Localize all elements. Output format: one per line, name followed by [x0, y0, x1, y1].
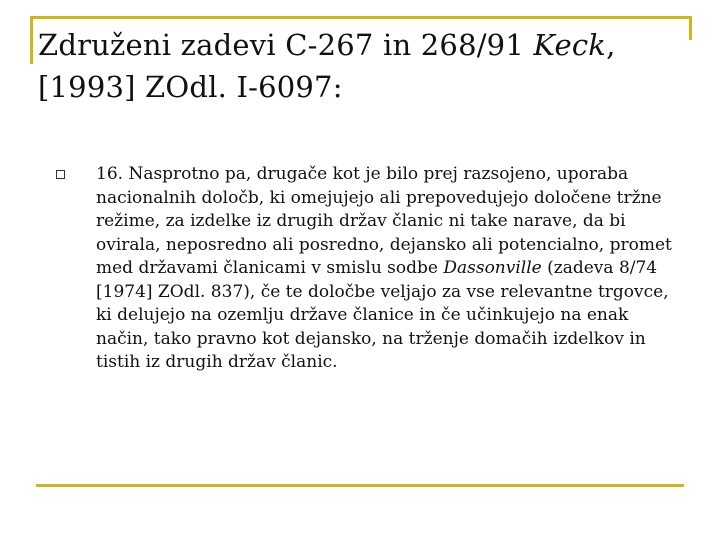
- title-text-line2: [1993] ZOdl. I-6097:: [38, 70, 343, 104]
- slide-frame-bottom-line: [36, 484, 684, 487]
- bullet-paragraph: [96, 163, 686, 375]
- title-text-part1: Združeni zadevi C-267 in 268/91: [38, 28, 534, 62]
- bullet-text-after: (zadeva 8/74 [1974] ZOdl. 837), če te določbe veljajo za vse relevantne trgovce, ki delujejo na ozemlju države članice in če učinkujejo na enak način, tako pravno kot dejansko, na trženje domačih izdelkov in tistih iz drugih držav članic.: [96, 258, 669, 372]
- slide-frame-left-line: [30, 16, 33, 64]
- bullet-text-before: 16. Nasprotno pa, drugače kot je bilo prej razsojeno, uporaba nacionalnih določb, ki omejujejo ali prepovedujejo določene tržne režime, za izdelke iz drugih držav članic ni take narave, da bi ovirala, neposredno ali posredno, dejansko ali potencialno, promet med državami članicami v smislu sodbe: [96, 164, 672, 278]
- slide-title: [38, 24, 698, 108]
- hollow-square-bullet-icon: [56, 170, 65, 179]
- title-text-italic: Keck: [533, 28, 607, 62]
- title-text-part3: ,: [606, 28, 616, 62]
- bullet-text-italic: Dassonville: [443, 258, 542, 278]
- slide-frame-top-line: [30, 16, 692, 19]
